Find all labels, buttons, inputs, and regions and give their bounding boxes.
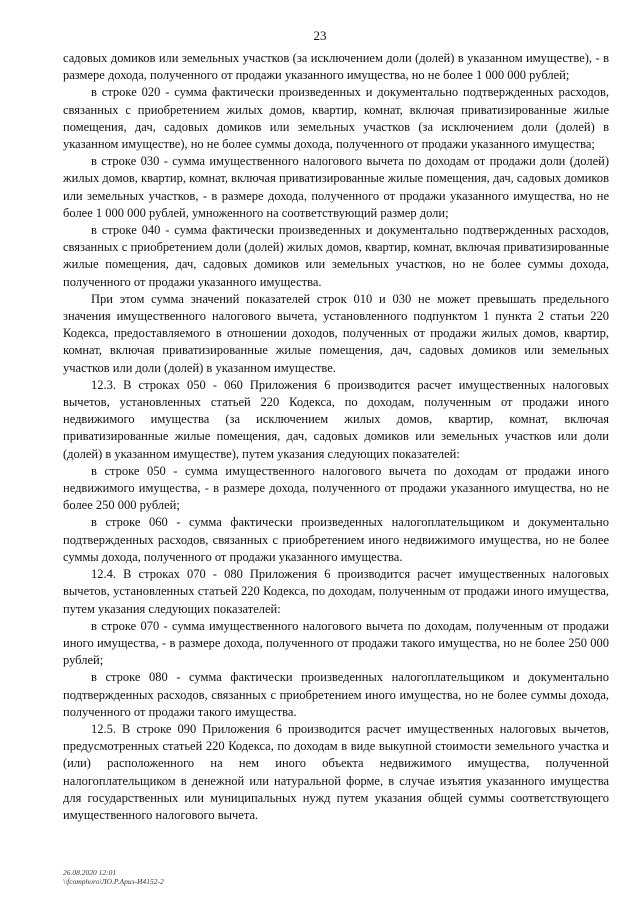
paragraph: 12.5. В строке 090 Приложения 6 производится расчет имущественных налоговых вычетов, предусмотренных статьей 220 Кодекса, по доходам в виде выкупной стоимости земельного участка и (или) расположенного на нем иного объекта недвижимого имущества, полученной налогоплательщиком в денежной или натуральной форме, в случае изъятия указанного имущества для государственных или муниципальных нужд путем указания общей суммы соответствующего имущественного налогового вычета. [63,721,609,822]
document-body [63,50,609,824]
page-number: 23 [313,28,327,43]
paragraph: садовых домиков или земельных участков (за исключением доли (долей) в указанном имуществе), - в размере дохода, полученного от продажи указанного имущества, но не более 1 000 000 рублей; [63,51,609,83]
footer-file-path: \\fcomphoro\ЛО.Р.Ариз-И4152-2 [63,877,164,886]
paragraph: в строке 050 - сумма имущественного налогового вычета по доходам от продажи иного недвижимого имущества, - в размере дохода, полученного от продажи указанного имущества, но не более 250 000 рублей; [63,463,609,513]
paragraph: 12.4. В строках 070 - 080 Приложения 6 производится расчет имущественных налоговых вычетов, установленных статьей 220 Кодекса, по доходам, полученным от продажи иного имущества, путем указания следующих показателей: [63,567,609,616]
paragraph: в строке 080 - сумма фактически произведенных налогоплательщиком и документально подтвержденных расходов, связанных с приобретением иного имущества, но не более суммы дохода, полученного от продажи такого имущества. [63,670,609,719]
footer-timestamp: 26.08.2020 12:01 [63,868,117,877]
paragraph: в строке 020 - сумма фактически произведенных и документально подтвержденных расходов, связанных с приобретением жилых домов, квартир, комнат, включая приватизированные жилые помещения, дач, садовых домиков или земельных участков (за исключением доли (долей) в указанном имуществе), но не более суммы дохода, полученного от продажи указанного имущества; [63,85,609,152]
paragraph: в строке 070 - сумма имущественного налогового вычета по доходам, полученным от продажи иного имущества, - в размере дохода, полученного от продажи такого имущества, но не более 250 000 рублей; [63,618,609,668]
paragraph: 12.3. В строках 050 - 060 Приложения 6 производится расчет имущественных налоговых вычетов, установленных статьей 220 Кодекса, по доходам, полученным от продажи иного недвижимого имущества (за исключением жилых домов, квартир, комнат, включая приватизированные жилые помещения, дач, садовых домиков или земельных участков или доли (долей) в указанном имуществе), путем указания следующих показателей: [63,377,609,461]
paragraph: в строке 060 - сумма фактически произведенных налогоплательщиком и документально подтвержденных расходов, связанных с приобретением иного недвижимого имущества, но не более суммы дохода, полученного от продажи указанного имущества. [63,515,609,564]
paragraph: в строке 040 - сумма фактически произведенных и документально подтвержденных расходов, связанных с приобретением доли (долей) жилых домов, квартир, комнат, включая приватизированные жилые помещения, дач, садовых домиков или земельных участков, но не более суммы дохода, полученного от продажи указанного имущества. [63,223,609,289]
paragraph: в строке 030 - сумма имущественного налогового вычета по доходам от продажи доли (долей) жилых домов, квартир, комнат, включая приватизированные жилые помещения, дач, садовых домиков или земельных участков, - в размере дохода, полученного от продажи указанного имущества, но не более 1 000 000 рублей, умноженного на соответствующий размер доли; [63,154,609,220]
document-footer [63,868,164,886]
paragraph: При этом сумма значений показателей строк 010 и 030 не может превышать предельного значения имущественного налогового вычета, установленного подпунктом 1 пункта 2 статьи 220 Кодекса, предоставляемого в отношении доходов, полученных от продажи жилых домов, квартир, комнат, включая приватизированные жилые помещения, дач, садовых домиков или земельных участков или доли (долей) в указанном имуществе. [63,291,609,375]
